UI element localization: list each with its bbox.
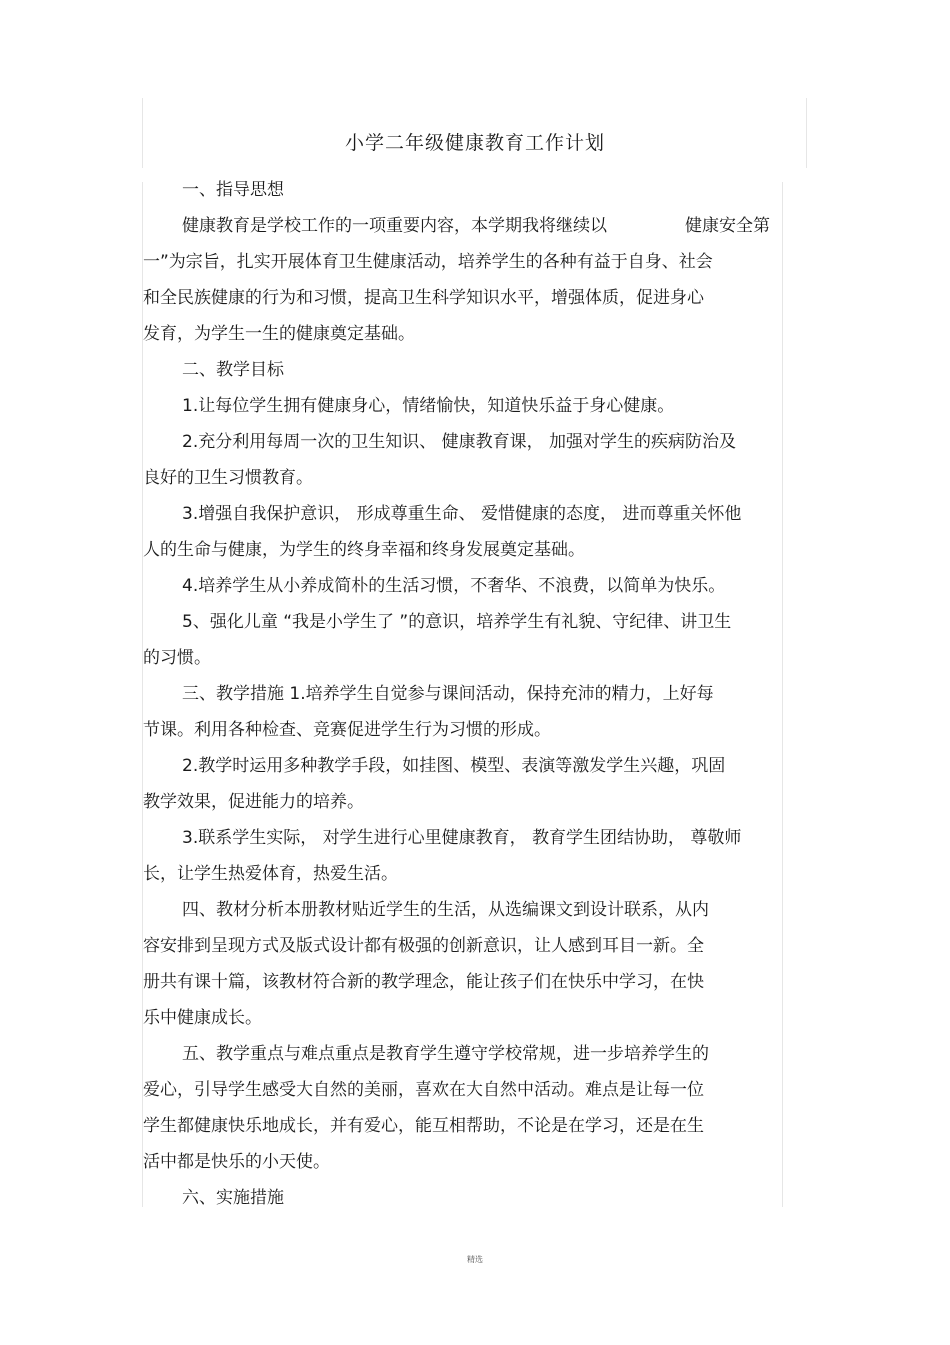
paragraph-line: 3.联系学生实际， 对学生进行心里健康教育， 教育学生团结协助， 尊敬师 — [182, 828, 742, 848]
paragraph-line: 2.充分利用每周一次的卫生知识、 健康教育课， 加强对学生的疾病防治及 — [182, 432, 737, 452]
paragraph-line: 1.让每位学生拥有健康身心，情绪愉快，知道快乐益于身心健康。 — [182, 396, 675, 416]
paragraph-line: 的习惯。 — [143, 648, 211, 668]
section-heading: 三、教学措施 1.培养学生自觉参与课间活动，保持充沛的精力，上好每 — [182, 684, 714, 704]
section-heading: 二、教学目标 — [182, 360, 284, 380]
paragraph-line: 学生都健康快乐地成长，并有爱心，能互相帮助，不论是在学习，还是在生 — [143, 1116, 704, 1136]
paragraph-line: 教学效果，促进能力的培养。 — [143, 792, 364, 812]
paragraph-line: 发育，为学生一生的健康奠定基础。 — [143, 324, 415, 344]
section-heading: 六、实施措施 — [182, 1188, 284, 1208]
page-title: 小学二年级健康教育工作计划 — [344, 132, 605, 154]
paragraph-line: 人的生命与健康，为学生的终身幸福和终身发展奠定基础。 — [143, 540, 585, 560]
paragraph-line: 5、强化儿童 “我是小学生了 ”的意识，培养学生有礼貌、守纪律、讲卫生 — [182, 612, 732, 632]
paragraph-line: 一”为宗旨，扎实开展体育卫生健康活动，培养学生的各种有益于自身、社会 — [143, 252, 713, 272]
section-heading: 四、教材分析本册教材贴近学生的生活，从选编课文到设计联系，从内 — [182, 900, 709, 920]
paragraph-line: 长，让学生热爱体育，热爱生活。 — [143, 864, 398, 884]
page-footer: 精选 — [467, 1255, 483, 1264]
paragraph-line: 3.增强自我保护意识， 形成尊重生命、 爱惜健康的态度， 进而尊重关怀他 — [182, 504, 742, 524]
paragraph-line: 良好的卫生习惯教育。 — [143, 468, 313, 488]
paragraph-line: 活中都是快乐的小天使。 — [143, 1152, 330, 1172]
section-heading: 五、教学重点与难点重点是教育学生遵守学校常规，进一步培养学生的 — [182, 1044, 709, 1064]
paragraph-line: 4.培养学生从小养成简朴的生活习惯，不奢华、不浪费，以简单为快乐。 — [182, 576, 726, 596]
paragraph-line: 健康教育是学校工作的一项重要内容，本学期我将继续以 — [182, 216, 607, 236]
paragraph-line: 节课。利用各种检查、竞赛促进学生行为习惯的形成。 — [143, 720, 551, 740]
paragraph-line: 容安排到呈现方式及版式设计都有极强的创新意识，让人感到耳目一新。全 — [143, 936, 704, 956]
paragraph-line: 乐中健康成长。 — [143, 1008, 262, 1028]
paragraph-line: 和全民族健康的行为和习惯，提高卫生科学知识水平，增强体质，促进身心 — [143, 288, 704, 308]
frame-line-right — [782, 182, 783, 1207]
paragraph-line: 册共有课十篇，该教材符合新的教学理念，能让孩子们在快乐中学习，在快 — [143, 972, 704, 992]
paragraph-line: 2.教学时运用多种教学手段，如挂图、模型、表演等激发学生兴趣，巩固 — [182, 756, 726, 776]
section-heading: 一、指导思想 — [182, 180, 284, 200]
paragraph-line: 健康安全第 — [685, 216, 770, 236]
paragraph-line: 爱心，引导学生感受大自然的美丽，喜欢在大自然中活动。难点是让每一位 — [143, 1080, 704, 1100]
